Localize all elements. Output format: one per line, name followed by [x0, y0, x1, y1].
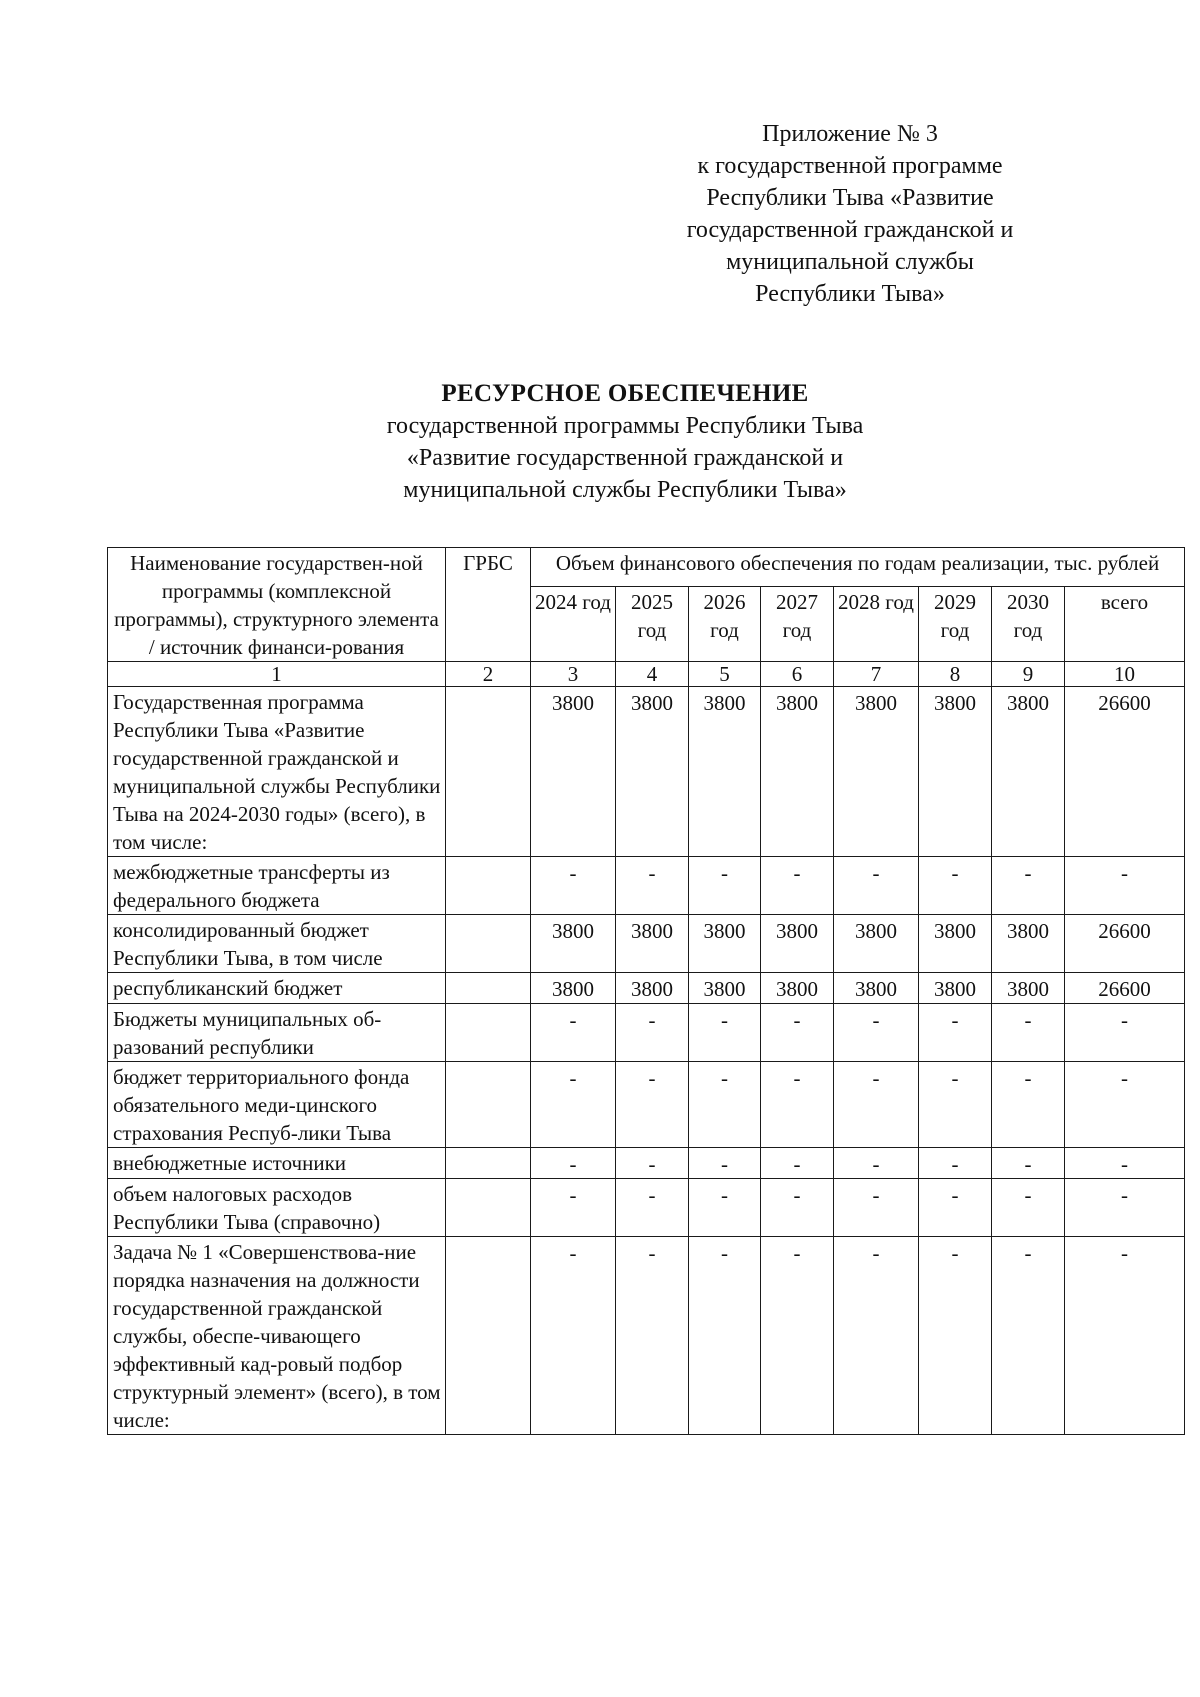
- row-grbs: [446, 915, 531, 973]
- document-subtitle-line: муниципальной службы Республики Тыва»: [403, 477, 847, 503]
- row-year-value: -: [689, 1148, 761, 1179]
- header-year: 2028 год: [834, 586, 919, 661]
- row-year-value: -: [834, 1148, 919, 1179]
- row-name: бюджет территориального фонда обязательного меди-цинского страхования Респуб-лики Тыва: [108, 1062, 446, 1148]
- row-year-value: 3800: [531, 915, 616, 973]
- row-year-value: -: [531, 1062, 616, 1148]
- row-year-value: -: [689, 1004, 761, 1062]
- column-number: 3: [531, 662, 616, 687]
- row-name: Задача № 1 «Совершенствова-ние порядка назначения на должности государственной гражданской службы, обеспе-чивающего эффективный кад-ровый подбор структурный элемент» (всего), в том числе:: [108, 1237, 446, 1435]
- appendix-line: Республики Тыва»: [755, 281, 945, 307]
- row-year-value: 3800: [761, 973, 834, 1004]
- row-year-value: -: [531, 1237, 616, 1435]
- row-year-value: 3800: [689, 687, 761, 857]
- column-number-row: [108, 662, 1185, 687]
- header-year: 2030 год: [992, 586, 1065, 661]
- row-year-value: 3800: [616, 915, 689, 973]
- row-year-value: -: [616, 1004, 689, 1062]
- table-row: [108, 687, 1185, 857]
- header-volume: Объем финансового обеспечения по годам реализации, тыс. рублей: [531, 548, 1185, 587]
- row-year-value: -: [992, 1179, 1065, 1237]
- row-year-value: -: [834, 1062, 919, 1148]
- document-title: РЕСУРСНОЕ ОБЕСПЕЧЕНИЕ: [441, 380, 809, 407]
- row-total: -: [1065, 1148, 1185, 1179]
- table-row: [108, 1237, 1185, 1435]
- row-year-value: -: [834, 1179, 919, 1237]
- row-name: Государственная программа Республики Тыва «Развитие государственной гражданской и муниципальной службы Республики Тыва на 2024-2030 годы» (всего), в том числе:: [108, 687, 446, 857]
- row-year-value: -: [531, 1004, 616, 1062]
- row-year-value: -: [689, 1062, 761, 1148]
- row-year-value: -: [919, 1004, 992, 1062]
- column-number: 10: [1065, 662, 1185, 687]
- row-total: 26600: [1065, 687, 1185, 857]
- header-year: 2024 год: [531, 586, 616, 661]
- appendix-line: Приложение № 3: [762, 121, 938, 147]
- row-total: -: [1065, 1179, 1185, 1237]
- table-row: [108, 915, 1185, 973]
- row-total: -: [1065, 1237, 1185, 1435]
- table-body: [108, 687, 1185, 1435]
- row-grbs: [446, 1237, 531, 1435]
- row-year-value: -: [834, 1237, 919, 1435]
- header-grbs: ГРБС: [446, 548, 531, 662]
- table-row: [108, 1179, 1185, 1237]
- appendix-line: муниципальной службы: [726, 249, 974, 275]
- row-total: -: [1065, 1062, 1185, 1148]
- row-year-value: 3800: [616, 687, 689, 857]
- row-year-value: -: [761, 857, 834, 915]
- row-year-value: 3800: [761, 915, 834, 973]
- row-grbs: [446, 687, 531, 857]
- row-year-value: -: [531, 1179, 616, 1237]
- header-row: [108, 548, 1185, 587]
- column-number: 6: [761, 662, 834, 687]
- row-year-value: -: [761, 1148, 834, 1179]
- row-year-value: -: [992, 857, 1065, 915]
- appendix-line: Республики Тыва «Развитие: [706, 185, 994, 211]
- row-year-value: 3800: [992, 915, 1065, 973]
- row-year-value: 3800: [992, 973, 1065, 1004]
- row-year-value: -: [689, 1179, 761, 1237]
- row-year-value: 3800: [689, 915, 761, 973]
- row-year-value: 3800: [992, 687, 1065, 857]
- header-total: всего: [1065, 586, 1185, 661]
- row-name: республиканский бюджет: [108, 973, 446, 1004]
- row-year-value: 3800: [834, 973, 919, 1004]
- header-year: 2029 год: [919, 586, 992, 661]
- row-year-value: -: [616, 1237, 689, 1435]
- row-year-value: -: [761, 1237, 834, 1435]
- column-number: 5: [689, 662, 761, 687]
- row-total: 26600: [1065, 915, 1185, 973]
- row-year-value: 3800: [834, 687, 919, 857]
- row-year-value: -: [531, 857, 616, 915]
- row-grbs: [446, 973, 531, 1004]
- header-year: 2027 год: [761, 586, 834, 661]
- header-year: 2025 год: [616, 586, 689, 661]
- row-grbs: [446, 1148, 531, 1179]
- table-row: [108, 1148, 1185, 1179]
- row-year-value: -: [992, 1062, 1065, 1148]
- row-year-value: 3800: [761, 687, 834, 857]
- row-year-value: -: [834, 857, 919, 915]
- column-number: 2: [446, 662, 531, 687]
- appendix-line: государственной гражданской и: [686, 217, 1014, 243]
- row-name: Бюджеты муниципальных об-разований республики: [108, 1004, 446, 1062]
- row-year-value: 3800: [919, 687, 992, 857]
- row-year-value: -: [992, 1148, 1065, 1179]
- document-subtitle-line: государственной программы Республики Тыва: [386, 413, 864, 439]
- row-grbs: [446, 1004, 531, 1062]
- table-row: [108, 1004, 1185, 1062]
- appendix-block: [660, 118, 1040, 310]
- row-year-value: -: [992, 1237, 1065, 1435]
- column-number: 7: [834, 662, 919, 687]
- row-year-value: 3800: [616, 973, 689, 1004]
- table-row: [108, 857, 1185, 915]
- row-year-value: -: [992, 1004, 1065, 1062]
- row-name: консолидированный бюджет Республики Тыва, в том числе: [108, 915, 446, 973]
- row-year-value: -: [919, 1148, 992, 1179]
- row-year-value: 3800: [531, 687, 616, 857]
- row-name: межбюджетные трансферты из федерального бюджета: [108, 857, 446, 915]
- row-year-value: -: [616, 1179, 689, 1237]
- row-year-value: -: [761, 1179, 834, 1237]
- row-name: объем налоговых расходов Республики Тыва (справочно): [108, 1179, 446, 1237]
- row-year-value: -: [761, 1004, 834, 1062]
- row-total: 26600: [1065, 973, 1185, 1004]
- row-name: внебюджетные источники: [108, 1148, 446, 1179]
- appendix-line: к государственной программе: [697, 153, 1003, 179]
- table-row: [108, 1062, 1185, 1148]
- row-year-value: 3800: [919, 973, 992, 1004]
- row-year-value: -: [761, 1062, 834, 1148]
- row-year-value: 3800: [689, 973, 761, 1004]
- row-year-value: -: [689, 1237, 761, 1435]
- document-heading: [200, 378, 1050, 506]
- row-total: -: [1065, 1004, 1185, 1062]
- row-year-value: -: [531, 1148, 616, 1179]
- resource-table: [107, 547, 1185, 1435]
- document-subtitle-line: «Развитие государственной гражданской и: [406, 445, 844, 471]
- row-grbs: [446, 1179, 531, 1237]
- row-year-value: -: [616, 857, 689, 915]
- row-year-value: -: [919, 1179, 992, 1237]
- row-grbs: [446, 1062, 531, 1148]
- column-number: 9: [992, 662, 1065, 687]
- header-name: Наименование государствен-ной программы (комплексной программы), структурного элемента / источник финанси-рования: [108, 548, 446, 662]
- table-row: [108, 973, 1185, 1004]
- row-year-value: -: [919, 1062, 992, 1148]
- row-year-value: -: [834, 1004, 919, 1062]
- column-number: 8: [919, 662, 992, 687]
- row-year-value: 3800: [531, 973, 616, 1004]
- row-year-value: -: [689, 857, 761, 915]
- row-year-value: -: [616, 1148, 689, 1179]
- row-year-value: 3800: [834, 915, 919, 973]
- row-grbs: [446, 857, 531, 915]
- row-year-value: 3800: [919, 915, 992, 973]
- row-total: -: [1065, 857, 1185, 915]
- row-year-value: -: [919, 857, 992, 915]
- column-number: 1: [108, 662, 446, 687]
- row-year-value: -: [616, 1062, 689, 1148]
- header-year: 2026 год: [689, 586, 761, 661]
- row-year-value: -: [919, 1237, 992, 1435]
- column-number: 4: [616, 662, 689, 687]
